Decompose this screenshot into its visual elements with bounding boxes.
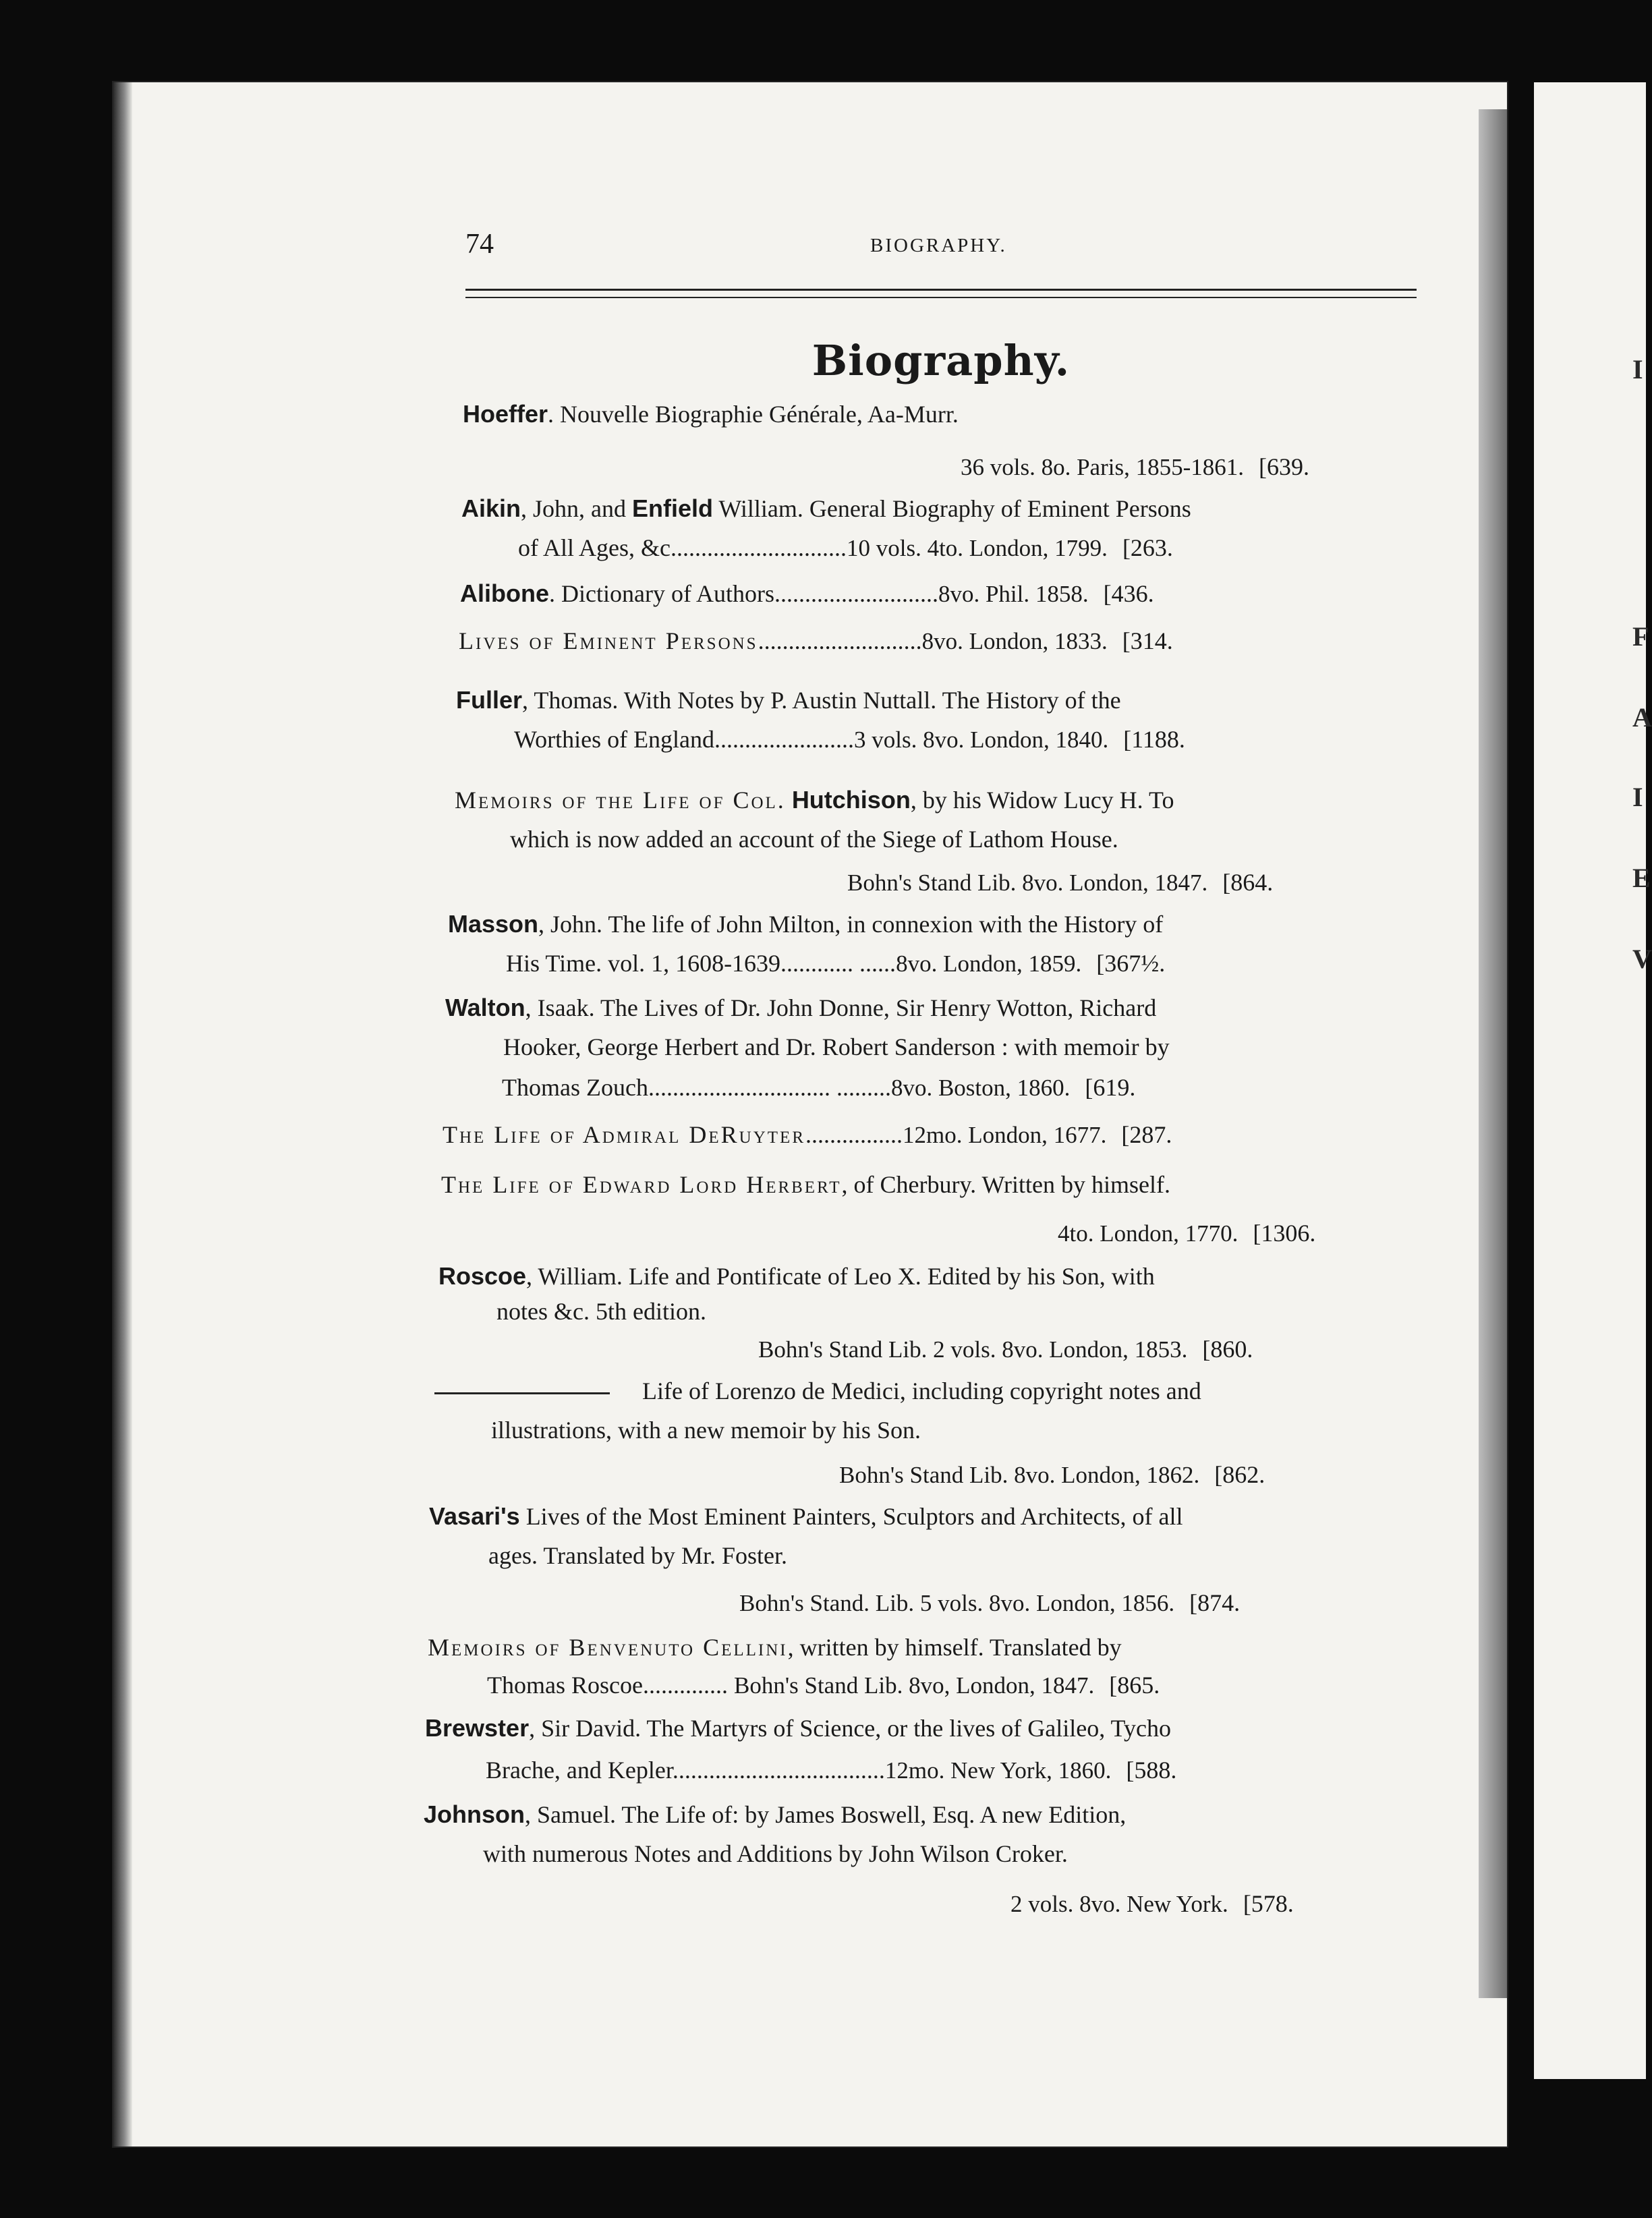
entry-line bbox=[425, 1713, 1171, 1743]
facing-page-letter: F bbox=[1632, 621, 1649, 652]
entry-text: His Time. vol. 1, 1608-1639............ ...... bbox=[506, 950, 896, 977]
entry-line bbox=[445, 993, 1156, 1023]
entry-text: Life of Lorenzo de Medici, including copyright notes and bbox=[642, 1377, 1201, 1404]
entry-text: , John. The life of John Milton, in connexion with the History of bbox=[538, 911, 1164, 938]
entry-line bbox=[459, 626, 1173, 656]
entry-text: illustrations, with a new memoir by his Son. bbox=[491, 1417, 921, 1444]
entry-title: The Life of Admiral DeRuyter bbox=[443, 1121, 805, 1148]
entry-line bbox=[488, 1541, 787, 1570]
entry-text: Brache, and Kepler................................... bbox=[486, 1757, 885, 1784]
entry-text: of All Ages, &c............................. bbox=[518, 534, 847, 561]
entry-line bbox=[428, 1632, 1122, 1662]
entry-shelfmark: [864. bbox=[1222, 869, 1274, 896]
entry-text: ................ bbox=[805, 1121, 903, 1148]
ditto-rule bbox=[434, 1392, 610, 1394]
entry-line bbox=[503, 1032, 1170, 1062]
entry-shelfmark: [588. bbox=[1126, 1757, 1177, 1784]
entry-shelfmark: [619. bbox=[1085, 1074, 1136, 1101]
entry-imprint: 8vo. Phil. 1858. bbox=[938, 581, 1089, 607]
facing-page-letter: I bbox=[1632, 354, 1643, 385]
entry-author: Aikin bbox=[461, 494, 521, 522]
entry-imprint: 12mo. New York, 1860. bbox=[884, 1757, 1112, 1784]
entry-imprint: Bohn's Stand. Lib. 5 vols. 8vo. London, 1856. bbox=[739, 1590, 1175, 1616]
entry-text: Thomas Roscoe.............. bbox=[487, 1672, 734, 1699]
entry-imprint: Bohn's Stand Lib. 8vo, London, 1847. bbox=[733, 1672, 1095, 1699]
entry-imprint: 3 vols. 8vo. London, 1840. bbox=[854, 727, 1109, 753]
entry-text: ........................... bbox=[758, 627, 922, 654]
facing-page-letter: V bbox=[1632, 944, 1652, 974]
entry-imprint: 10 vols. 4to. London, 1799. bbox=[846, 535, 1108, 561]
entry-line bbox=[642, 1376, 1201, 1406]
entry-shelfmark: [860. bbox=[1202, 1336, 1253, 1363]
entry-line bbox=[839, 1460, 1265, 1490]
entry-author: Fuller bbox=[456, 686, 523, 714]
entry-title: The Life of Edward Lord Herbert bbox=[441, 1171, 842, 1198]
entry-line bbox=[448, 909, 1163, 939]
entry-text: , written by himself. Translated by bbox=[787, 1634, 1122, 1661]
entry-imprint: 8vo. London, 1859. bbox=[896, 950, 1082, 977]
facing-page-letter: E bbox=[1632, 863, 1651, 893]
entry-line bbox=[455, 785, 1174, 815]
entry-line bbox=[429, 1502, 1183, 1531]
entry-line bbox=[739, 1588, 1240, 1618]
entry-author: Walton bbox=[445, 994, 525, 1021]
entry-author: Masson bbox=[448, 910, 539, 938]
entry-author: Vasari's bbox=[429, 1502, 520, 1530]
entry-author: Alibone bbox=[460, 579, 549, 607]
entry-line bbox=[514, 724, 1185, 755]
entry-text: . Dictionary of Authors........................... bbox=[549, 580, 938, 607]
entry-line bbox=[487, 1670, 1160, 1701]
entry-shelfmark: [862. bbox=[1214, 1461, 1265, 1488]
entry-line bbox=[1010, 1889, 1294, 1919]
entry-text: , John, and bbox=[521, 495, 633, 522]
entry-text: Lives of the Most Eminent Painters, Sculptors and Architects, of all bbox=[519, 1503, 1183, 1530]
entry-imprint: 2 vols. 8vo. New York. bbox=[1010, 1891, 1228, 1917]
entry-imprint: 36 vols. 8o. Paris, 1855-1861. bbox=[961, 454, 1244, 480]
entry-author: Hoeffer bbox=[463, 400, 548, 428]
entry-shelfmark: [639. bbox=[1259, 453, 1309, 480]
section-heading: Biography. bbox=[811, 336, 1071, 385]
entry-line bbox=[438, 1261, 1155, 1291]
entry-line bbox=[441, 1170, 1170, 1199]
entry-line bbox=[483, 1839, 1068, 1869]
entry-title: Lives of Eminent Persons bbox=[459, 627, 758, 654]
entry-imprint: Bohn's Stand Lib. 8vo. London, 1847. bbox=[847, 870, 1208, 896]
entry-imprint: 8vo. London, 1833. bbox=[921, 628, 1108, 654]
entry-text: , Sir David. The Martyrs of Science, or the lives of Galileo, Tycho bbox=[529, 1715, 1172, 1742]
entry-shelfmark: [287. bbox=[1121, 1121, 1172, 1148]
entry-shelfmark: [578. bbox=[1243, 1890, 1294, 1917]
entry-text: , Samuel. The Life of: by James Boswell, Esq. A new Edition, bbox=[525, 1801, 1127, 1828]
entry-text: ages. Translated by Mr. Foster. bbox=[488, 1542, 788, 1569]
entry-text: which is now added an account of the Siege of Lathom House. bbox=[510, 826, 1118, 853]
entry-text: Worthies of England....................... bbox=[514, 726, 855, 753]
entry-line bbox=[502, 1073, 1135, 1103]
entry-shelfmark: [865. bbox=[1109, 1672, 1160, 1699]
entry-shelfmark: [314. bbox=[1122, 627, 1173, 654]
facing-page-letter: I bbox=[1632, 782, 1643, 812]
entry-text: , Isaak. The Lives of Dr. John Donne, Sir Henry Wotton, Richard bbox=[525, 994, 1157, 1021]
entry-text: Hooker, George Herbert and Dr. Robert Sanderson : with memoir by bbox=[503, 1033, 1170, 1060]
entry-line bbox=[496, 1297, 706, 1326]
entry-text: , by his Widow Lucy H. To bbox=[910, 787, 1174, 814]
entry-shelfmark: [367½. bbox=[1096, 950, 1166, 977]
entry-coauthor: Enfield bbox=[632, 494, 714, 522]
entry-text: Thomas Zouch.............................. ......... bbox=[502, 1074, 891, 1101]
entry-line bbox=[456, 685, 1121, 715]
entry-line bbox=[1058, 1218, 1315, 1249]
entry-author: Hutchison bbox=[791, 786, 911, 814]
entry-line bbox=[461, 494, 1191, 523]
entry-line bbox=[518, 533, 1173, 563]
entry-imprint: Bohn's Stand Lib. 2 vols. 8vo. London, 1853. bbox=[758, 1336, 1188, 1363]
entry-text: , William. Life and Pontificate of Leo X. Edited by his Son, with bbox=[526, 1263, 1155, 1290]
entry-shelfmark: [874. bbox=[1189, 1589, 1241, 1616]
page-number: 74 bbox=[465, 229, 494, 260]
entry-shelfmark: [263. bbox=[1122, 534, 1173, 561]
entry-title: Memoirs of the Life of Col. bbox=[455, 787, 786, 814]
running-title: BIOGRAPHY. bbox=[870, 235, 1007, 256]
entry-line bbox=[758, 1334, 1253, 1365]
entry-line bbox=[961, 452, 1309, 482]
entry-title: Memoirs of Benvenuto Cellini bbox=[428, 1634, 788, 1661]
entry-text: , Thomas. With Notes by P. Austin Nuttall. The History of the bbox=[522, 687, 1121, 714]
entry-shelfmark: [1306. bbox=[1253, 1220, 1316, 1247]
facing-page-letter: A bbox=[1632, 702, 1652, 733]
entry-shelfmark: [436. bbox=[1103, 580, 1154, 607]
entry-imprint: 12mo. London, 1677. bbox=[903, 1122, 1107, 1148]
entry-author: Roscoe bbox=[438, 1262, 527, 1290]
entry-line bbox=[491, 1415, 921, 1445]
entry-shelfmark: [1188. bbox=[1123, 726, 1185, 753]
entry-line bbox=[463, 399, 959, 429]
entry-line bbox=[443, 1120, 1172, 1150]
entry-text: . Nouvelle Biographie Générale, Aa-Murr. bbox=[548, 401, 959, 428]
entry-imprint: Bohn's Stand Lib. 8vo. London, 1862. bbox=[839, 1462, 1200, 1488]
entry-author: Brewster bbox=[425, 1714, 530, 1742]
entry-line bbox=[486, 1755, 1176, 1786]
entry-line bbox=[460, 579, 1154, 609]
entry-line bbox=[510, 824, 1118, 854]
entry-line bbox=[506, 948, 1165, 979]
entry-line bbox=[847, 868, 1273, 898]
entry-line bbox=[424, 1800, 1126, 1829]
entry-imprint: 4to. London, 1770. bbox=[1058, 1220, 1238, 1247]
entry-text: with numerous Notes and Additions by John Wilson Croker. bbox=[483, 1840, 1068, 1867]
entry-text: notes &c. 5th edition. bbox=[496, 1298, 706, 1325]
entry-text: William. General Biography of Eminent Persons bbox=[713, 495, 1191, 522]
entry-text: , of Cherbury. Written by himself. bbox=[841, 1171, 1170, 1198]
entry-imprint: 8vo. Boston, 1860. bbox=[890, 1075, 1071, 1101]
entry-author: Johnson bbox=[424, 1800, 525, 1828]
